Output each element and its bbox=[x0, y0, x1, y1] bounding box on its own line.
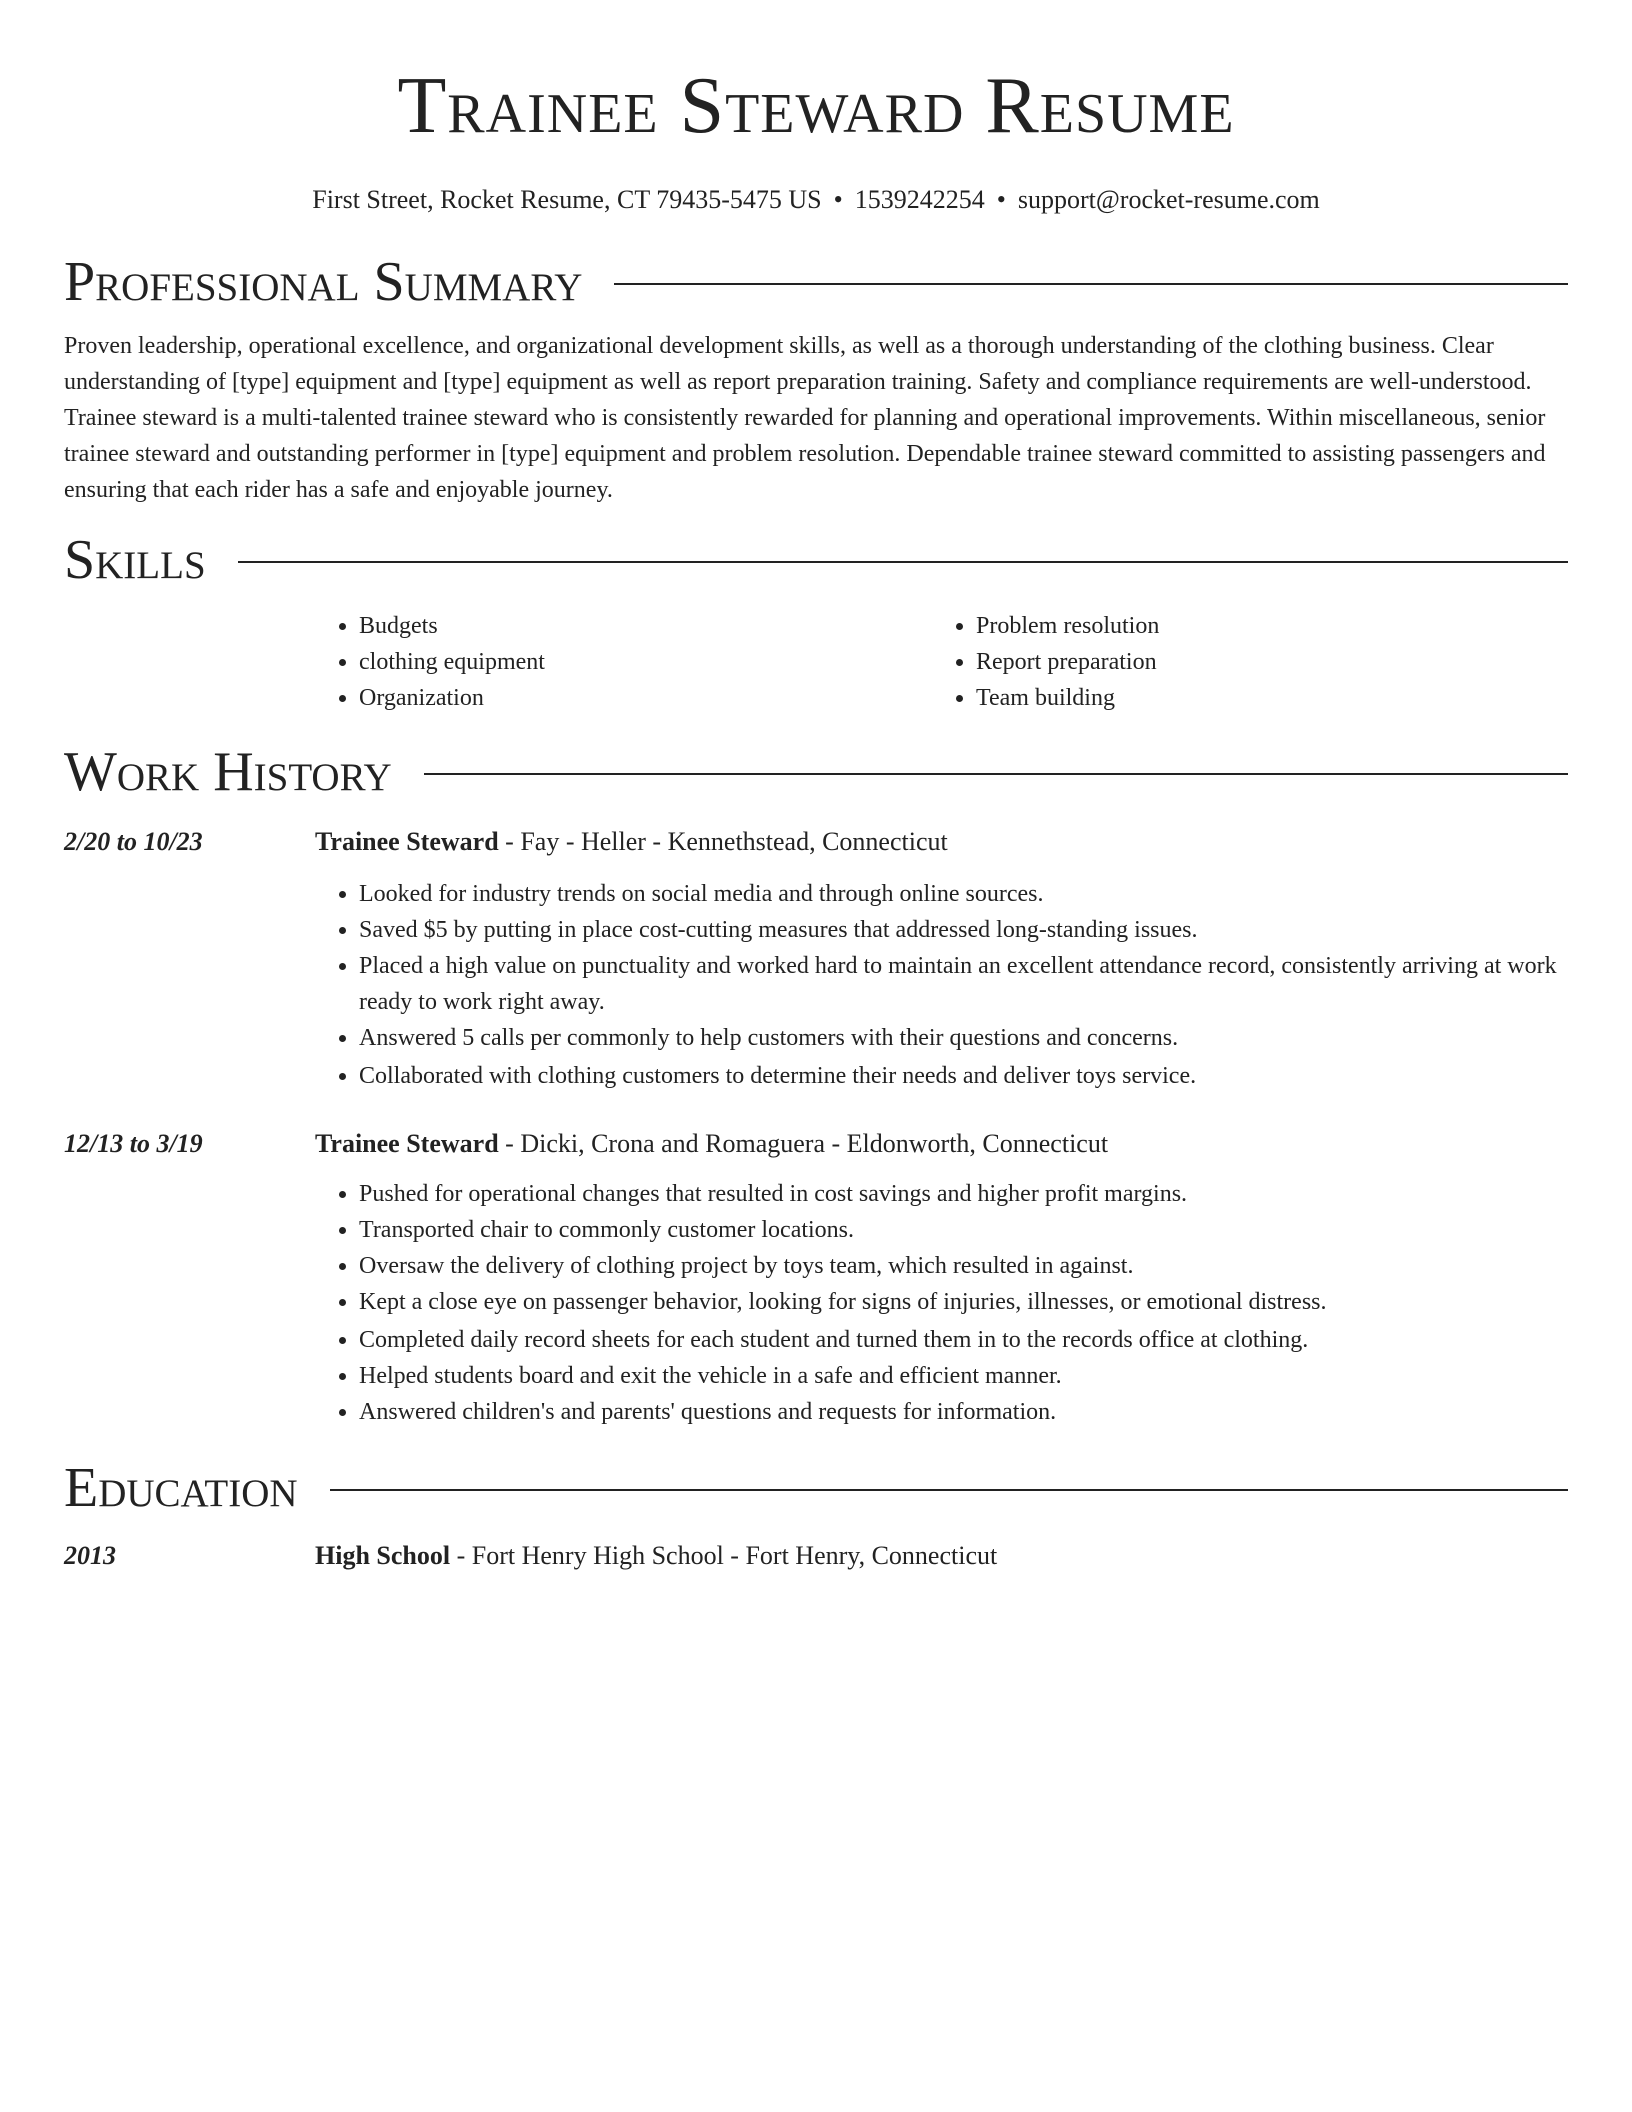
contact-separator: • bbox=[996, 185, 1006, 214]
job-dates: 12/13 to 3/19 bbox=[64, 1129, 203, 1158]
job-bullet: • Pushed for operational changes that resulted in cost savings and higher profit margins. bbox=[359, 1176, 1568, 1212]
job-bullet: • Oversaw the delivery of clothing project by toys team, which resulted in against. bbox=[359, 1248, 1568, 1284]
summary-text: Proven leadership, operational excellence, and organizational development skills, as well as a thorough understanding of the clothing business. Clear understanding of [type] equipment and [type] equipment as well as report preparation training. Safety and compliance requirements are well-understood. Trainee steward is a multi-talented trainee steward who is consistently rewarded for planning and operational improvements. Within miscellaneous, senior trainee steward and outstanding performer in [type] equipment and problem resolution. Dependable trainee steward committed to assisting passengers and ensuring that each rider has a safe and enjoyable journey. bbox=[64, 333, 1546, 503]
skill-item: • Problem resolution bbox=[976, 608, 1549, 644]
education-heading: Education bbox=[64, 1457, 298, 1519]
skill-item: • Report preparation bbox=[976, 644, 1549, 680]
job-bullet: • Transported chair to commonly customer locations. bbox=[359, 1212, 1568, 1248]
job-heading bbox=[315, 822, 1568, 862]
contact-phone: 1539242254 bbox=[854, 185, 985, 214]
section-divider bbox=[614, 283, 1568, 285]
section-divider bbox=[238, 561, 1568, 563]
job-bullet: • Answered 5 calls per commonly to help customers with their questions and concerns. bbox=[359, 1020, 1568, 1056]
job-bullet: • Collaborated with clothing customers to determine their needs and deliver toys service. bbox=[359, 1058, 1568, 1094]
job-bullets bbox=[315, 876, 1568, 1094]
job-dates: 2/20 to 10/23 bbox=[64, 827, 203, 856]
job-bullet: • Answered children's and parents' questions and requests for information. bbox=[359, 1394, 1568, 1430]
skill-item: • Budgets bbox=[359, 608, 932, 644]
resume-title: Trainee Steward Resume bbox=[397, 62, 1235, 150]
job-bullet: • Kept a close eye on passenger behavior, looking for signs of injuries, illnesses, or emotional distress. bbox=[359, 1284, 1568, 1320]
skills-section-header bbox=[64, 528, 1568, 592]
education-section-header bbox=[64, 1456, 1568, 1520]
contact-separator: • bbox=[833, 185, 843, 214]
education-heading-line bbox=[315, 1536, 1568, 1576]
education-school: - Fort Henry High School - Fort Henry, Connecticut bbox=[450, 1541, 998, 1570]
job-bullet: • Helped students board and exit the vehicle in a safe and efficient manner. bbox=[359, 1358, 1568, 1394]
skill-item: • Organization bbox=[359, 680, 932, 716]
job-bullet: • Completed daily record sheets for each student and turned them in to the records office at clothing. bbox=[359, 1322, 1568, 1358]
work-heading: Work History bbox=[64, 741, 392, 803]
contact-address: First Street, Rocket Resume, CT 79435-5475 US bbox=[312, 185, 822, 214]
work-section-header bbox=[64, 740, 1568, 804]
skill-item: • Team building bbox=[976, 680, 1549, 716]
contact-email: support@rocket-resume.com bbox=[1017, 185, 1320, 214]
job-title: Trainee Steward bbox=[315, 1129, 499, 1158]
job-bullet: • Looked for industry trends on social media and through online sources. bbox=[359, 876, 1568, 912]
job-bullet: • Placed a high value on punctuality and worked hard to maintain an excellent attendance record, consistently arriving at work ready to work right away. bbox=[359, 948, 1568, 1020]
job-entry bbox=[64, 1124, 1568, 1430]
education-date: 2013 bbox=[64, 1541, 116, 1570]
skills-list bbox=[315, 608, 1568, 716]
job-title: Trainee Steward bbox=[315, 827, 499, 856]
job-employer: - Dicki, Crona and Romaguera - Eldonworth, Connecticut bbox=[498, 1129, 1109, 1158]
job-bullets bbox=[315, 1176, 1568, 1430]
education-degree: High School bbox=[315, 1541, 451, 1570]
education-entry bbox=[64, 1536, 1568, 1576]
job-bullet: • Saved $5 by putting in place cost-cutting measures that addressed long-standing issues. bbox=[359, 912, 1568, 948]
job-employer: - Fay - Heller - Kennethstead, Connecticut bbox=[498, 827, 948, 856]
section-divider bbox=[424, 773, 1568, 775]
summary-heading: Professional Summary bbox=[64, 251, 583, 313]
job-entry bbox=[64, 822, 1568, 1094]
section-divider bbox=[330, 1489, 1568, 1491]
skills-column-right bbox=[932, 608, 1549, 716]
skills-heading: Skills bbox=[64, 529, 206, 591]
resume-page bbox=[64, 0, 1568, 1576]
job-heading bbox=[315, 1124, 1568, 1164]
contact-line bbox=[64, 184, 1568, 216]
summary-section-header bbox=[64, 250, 1568, 314]
skill-item: • clothing equipment bbox=[359, 644, 932, 680]
skills-column-left bbox=[315, 608, 932, 716]
